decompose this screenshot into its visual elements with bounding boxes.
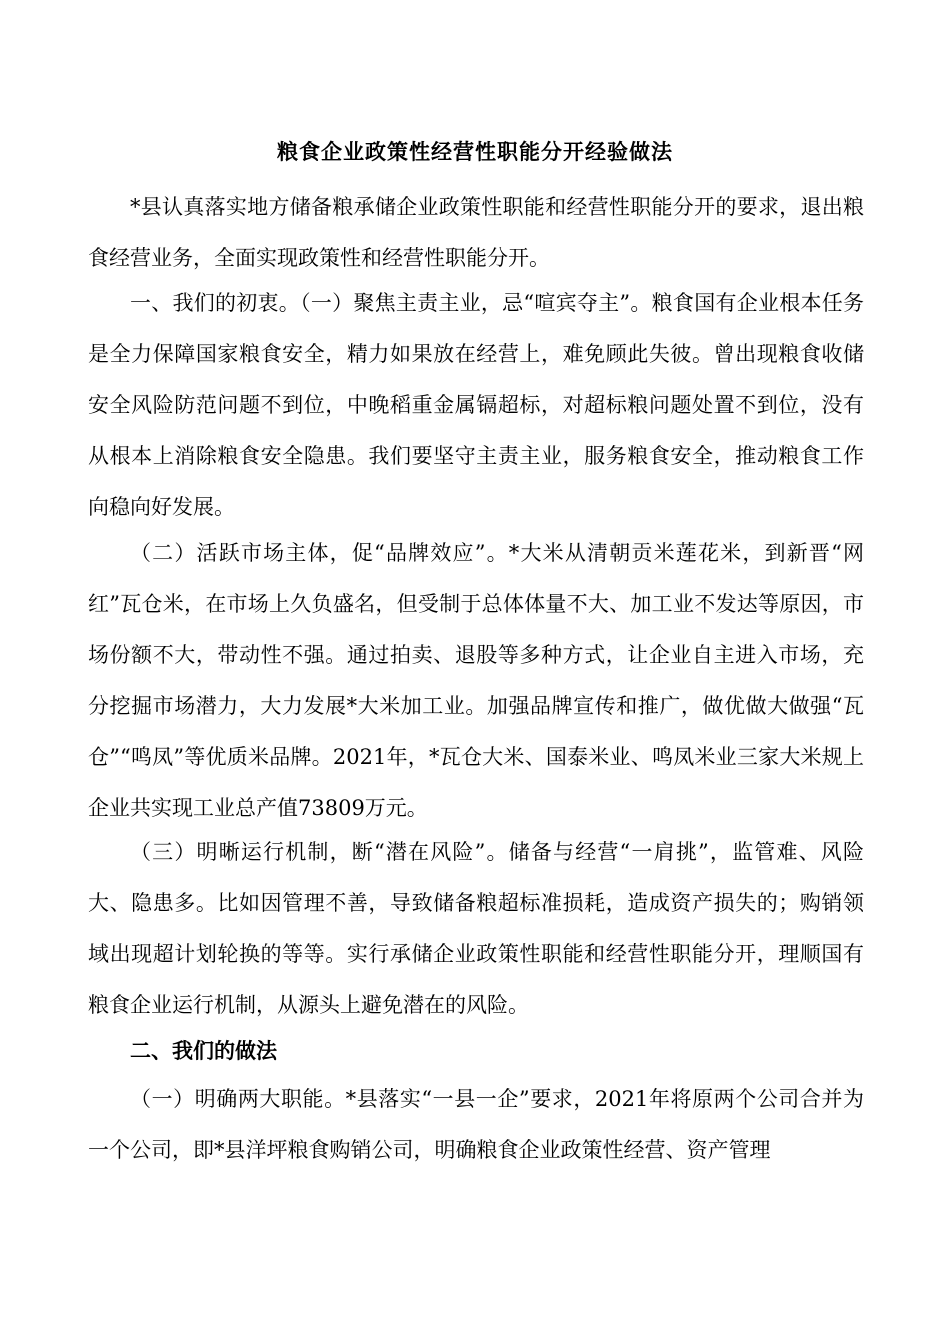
section-one-point-three-paragraph: （三）明晰运行机制，断“潜在风险”。储备与经营“一肩挑”，监管难、风险大、隐患多。比如因管理不善，导致储备粮超标准损耗，造成资产损失的；购销领域出现超计划轮换的等等。实行承储企业政策性职能和经营性职能分开，理顺国有粮食企业运行机制，从源头上避免潜在的风险。 — [88, 840, 864, 1017]
section-two-point-one-paragraph: （一）明确两大职能。*县落实“一县一企”要求，2021年将原两个公司合并为一个公司，即*县洋坪粮食购销公司，明确粮食企业政策性经营、资产管理 — [88, 1087, 864, 1162]
section-two-heading: 二、我们的做法 — [130, 1038, 277, 1063]
intro-paragraph: *县认真落实地方储备粮承储企业政策性职能和经营性职能分开的要求，退出粮食经营业务，全面实现政策性和经营性职能分开。 — [88, 195, 864, 270]
section-one-paragraph: 一、我们的初衷。（一）聚焦主责主业，忌“喧宾夺主”。粮食国有企业根本任务是全力保障国家粮食安全，精力如果放在经营上，难免顾此失彼。曾出现粮食收储安全风险防范问题不到位，中晚稻重金属镉超标，对超标粮问题处置不到位，没有从根本上消除粮食安全隐患。我们要坚守主责主业，服务粮食安全，推动粮食工作向稳向好发展。 — [88, 291, 864, 519]
document-title: 粮食企业政策性经营性职能分开经验做法 — [277, 139, 673, 164]
section-one-point-two-paragraph: （二）活跃市场主体，促“品牌效应”。*大米从清朝贡米莲花米，到新晋“网红”瓦仓米，在市场上久负盛名，但受制于总体体量不大、加工业不发达等原因，市场份额不大，带动性不强。通过拍卖、退股等多种方式，让企业自主进入市场，充分挖掘市场潜力，大力发展*大米加工业。加强品牌宣传和推广，做优做大做强“瓦仓”“鸣凤”等优质米品牌。2021年，*瓦仓大米、国泰米业、鸣凤米业三家大米规上企业共实现工业总产值73809万元。 — [88, 541, 864, 820]
